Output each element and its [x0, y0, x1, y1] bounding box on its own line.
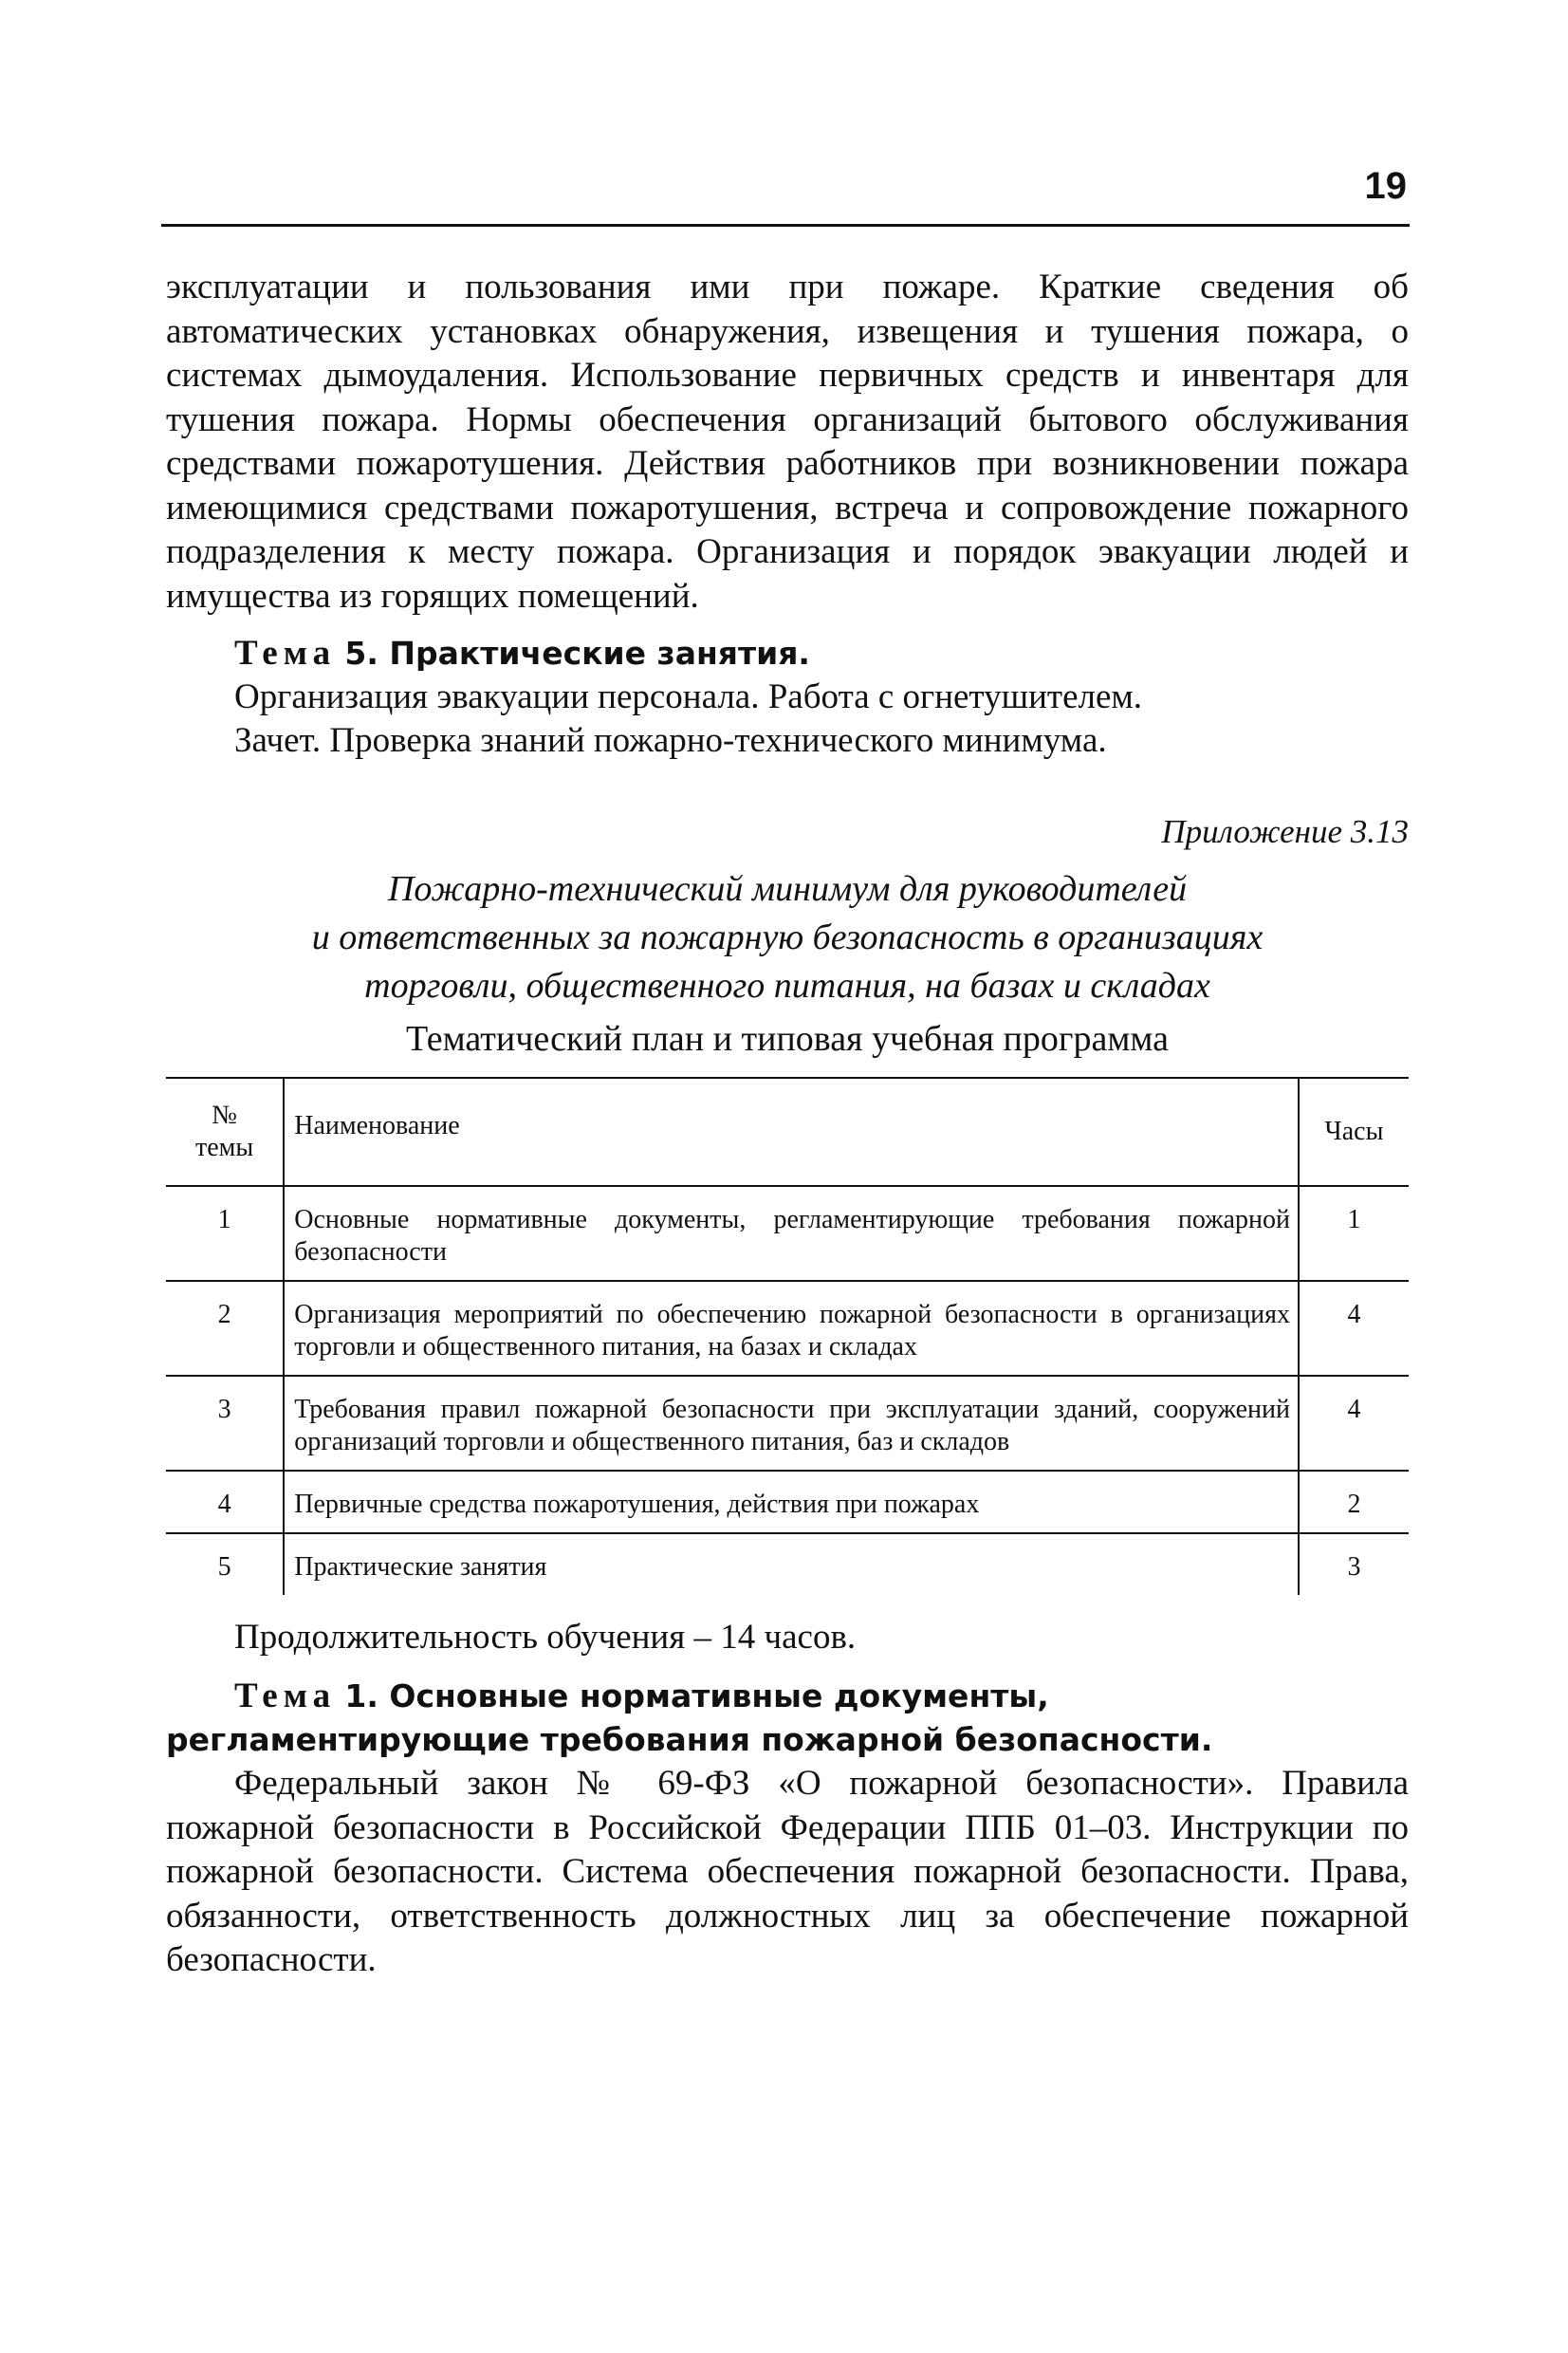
appendix-title-line-2: и ответственных за пожарную безопасность в организациях — [311, 917, 1264, 957]
row-number: 3 — [166, 1376, 284, 1471]
topic-5-line-1: Организация эвакуации персонала. Работа с огнетушителем. — [234, 677, 1143, 716]
row-name: Первичные средства пожаротушения, действия при пожарах — [284, 1471, 1299, 1533]
topic-5-heading — [166, 632, 1409, 676]
appendix-label: Приложение 3.13 — [1161, 813, 1409, 850]
table-row — [166, 1281, 1409, 1376]
plan-title: Тематический план и типовая учебная программа — [405, 1019, 1170, 1059]
row-name: Практические занятия — [284, 1533, 1299, 1595]
row-number: 1 — [166, 1186, 284, 1281]
table-header-row — [166, 1078, 1409, 1186]
row-hours: 4 — [1299, 1281, 1409, 1376]
header-num-word: темы — [195, 1132, 254, 1162]
table-row — [166, 1186, 1409, 1281]
topic-5-word: Тема — [234, 634, 337, 673]
table-row — [166, 1533, 1409, 1595]
header-num-symbol: № — [212, 1100, 237, 1130]
row-hours: 2 — [1299, 1471, 1409, 1533]
header-topic-number — [166, 1078, 284, 1186]
row-number: 5 — [166, 1533, 284, 1595]
topic-5-line-2: Зачет. Проверка знаний пожарно-технического минимума. — [234, 721, 1107, 760]
appendix-title-line-3: торговли, общественного питания, на базах и складах — [364, 966, 1210, 1006]
table-row — [166, 1376, 1409, 1471]
row-number: 4 — [166, 1471, 284, 1533]
topic-1-text: Федеральный закон № 69-ФЗ «О пожарной безопасности». Правила пожарной безопасности в Российской Федерации ППБ 01–03. Инструкции по пожарной безопасности. Система обеспечения пожарной безопасности. Права, обязанности, ответственность должностных лиц за обеспечение пожарной безопасности. — [166, 1764, 1409, 1979]
header-rule — [161, 224, 1410, 227]
appendix-title — [166, 865, 1409, 1010]
topic-1-heading — [166, 1675, 1409, 1762]
row-hours: 1 — [1299, 1186, 1409, 1281]
row-hours: 4 — [1299, 1376, 1409, 1471]
table-row — [166, 1471, 1409, 1533]
page-number: 19 — [1364, 165, 1407, 207]
page-content — [166, 266, 1409, 1983]
topic-1-title: 1. Основные нормативные документы, регламентирующие требования пожарной безопасности. — [166, 1677, 1213, 1758]
topic-1-word: Тема — [234, 1677, 337, 1715]
row-name: Требования правил пожарной безопасности при эксплуатации зданий, сооружений организаций торговли и общественного питания, баз и складов — [284, 1376, 1299, 1471]
header-hours: Часы — [1299, 1078, 1409, 1186]
intro-paragraph: эксплуатации и пользования ими при пожаре. Краткие сведения об автоматических установках обнаружения, извещения и тушения пожара, о системах дымоудаления. Использование первичных средств и инвентаря для тушения пожара. Нормы обеспечения организаций бытового обслуживания средствами пожаротушения. Действия работников при возникновении пожара имеющимися средствами пожаротушения, встреча и сопровождение пожарного подразделения к месту пожара. Организация и порядок эвакуации людей и имущества из горящих помещений. — [166, 268, 1409, 616]
row-number: 2 — [166, 1281, 284, 1376]
row-name: Организация мероприятий по обеспечению пожарной безопасности в организациях торговли и общественного питания, на базах и складах — [284, 1281, 1299, 1376]
topic-5-title: 5. Практические занятия. — [344, 635, 810, 672]
row-name: Основные нормативные документы, регламентирующие требования пожарной безопасности — [284, 1186, 1299, 1281]
thematic-plan-table — [166, 1077, 1409, 1595]
appendix-title-line-1: Пожарно-технический минимум для руководителей — [387, 869, 1188, 909]
header-name: Наименование — [284, 1078, 1299, 1186]
row-hours: 3 — [1347, 1552, 1361, 1582]
training-duration: Продолжительность обучения – 14 часов. — [234, 1618, 857, 1657]
